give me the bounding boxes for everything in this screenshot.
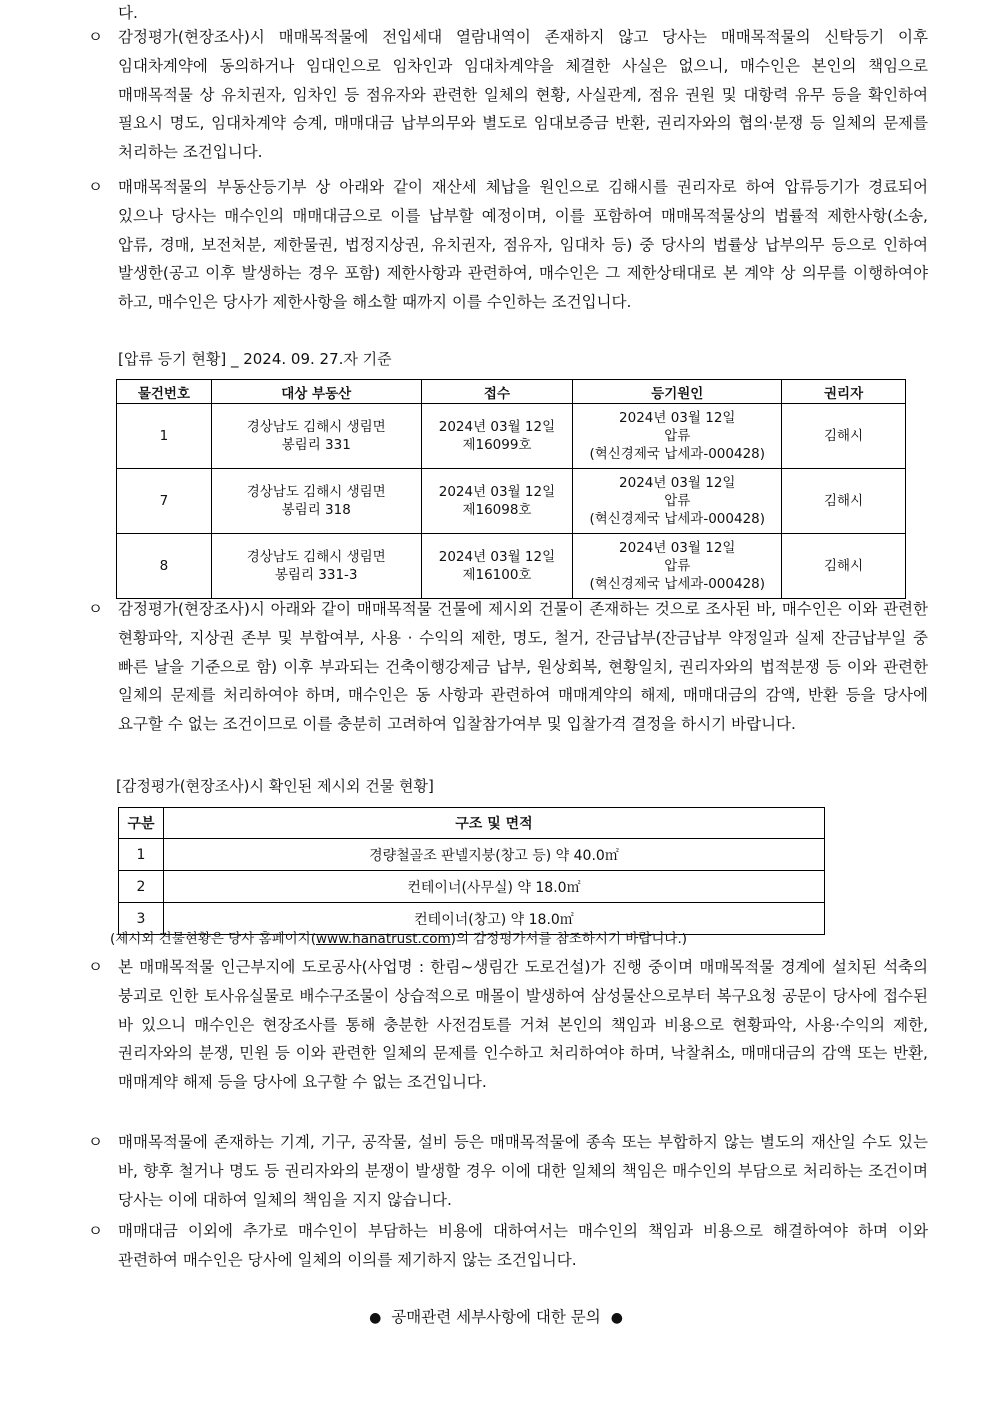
bullet-icon: ㅇ: [88, 178, 103, 196]
bullet-dot-icon: ●: [610, 1310, 623, 1326]
receipt-line: 2024년 03월 12일: [438, 549, 556, 565]
item-number: 8: [117, 534, 212, 599]
cause-line: 2024년 03월 12일: [619, 410, 736, 426]
column-header: 물건번호: [117, 380, 212, 404]
column-header: 대상 부동산: [211, 380, 421, 404]
paragraph-text: 감정평가(현장조사)시 아래와 같이 매매목적물 건물에 제시외 건물이 존재하는 것으로 조사된 바, 매수인은 이와 관련한 현황파악, 지상권 존부 및 부합여부, 사용 · 수익의 제한, 명도, 철거, 잔금납부(잔금납부 약정일과 실제 잔금납부일 중 빠른 날을 기준으로 함) 이후 부과되는 건축이행강제금 납부, 원상회복, 현황일치, 권리자와의 법적분쟁 등 이와 관련한 일체의 문제를 처리하여야 하며, 매수인은 동 사항과 관련하여 매매계약의 해제, 매매대금의 감액, 반환 등을 당사에 요구할 수 없는 조건이므로 이를 충분히 고려하여 입찰참가여부 및 입찰가격 결정을 하시기 바랍니다.: [118, 600, 928, 734]
cause-line: 압류: [664, 558, 691, 574]
homepage-link[interactable]: www.hanatrust.com: [315, 931, 451, 947]
structure-area: 컨테이너(창고) 약 18.0㎡: [163, 903, 824, 935]
cause-line: 압류: [664, 428, 691, 444]
receipt-line: 2024년 03월 12일: [438, 484, 556, 500]
property-line: 경상남도 김해시 생림면: [246, 484, 386, 500]
cause-cell: [573, 534, 782, 599]
paragraph-seizure: [88, 173, 928, 317]
paragraph-text: 매매목적물에 존재하는 기계, 기구, 공작물, 설비 등은 매매목적물에 종속 또는 부합하지 않는 별도의 재산일 수도 있는 바, 향후 철거나 명도 등 권리자와의 분쟁이 발생할 경우 이에 대한 일체의 책임은 매수인의 부담으로 처리하는 조건이며 당사는 이에 대하여 일체의 책임을 지지 않습니다.: [118, 1133, 928, 1209]
column-header: 구조 및 면적: [163, 808, 824, 839]
holder-cell: 김해시: [782, 534, 906, 599]
receipt-line: 2024년 03월 12일: [438, 419, 556, 435]
property-line: 봉림리 331: [281, 437, 351, 453]
seizure-table: [116, 379, 906, 599]
row-number: 3: [119, 903, 164, 935]
property-line: 봉림리 318: [281, 502, 351, 518]
paragraph-equipment: [88, 1128, 928, 1214]
row-number: 1: [119, 839, 164, 871]
table-row: [117, 469, 906, 534]
receipt-cell: [421, 469, 573, 534]
homepage-note: [110, 929, 687, 949]
inquiry-heading: [0, 1305, 992, 1327]
structure-area: 컨테이너(사무실) 약 18.0㎡: [163, 871, 824, 903]
column-header: 등기원인: [573, 380, 782, 404]
cause-line: (혁신경제국 납세과-000428): [589, 446, 766, 462]
paragraph-text: 매매목적물의 부동산등기부 상 아래와 같이 재산세 체납을 원인으로 김해시를 권리자로 하여 압류등기가 경료되어 있으나 당사는 매수인의 매매대금으로 이를 납부할 예정이며, 이를 포함하여 매매목적물상의 법률적 제한사항(소송, 압류, 경매, 보전처분, 제한물권, 법정지상권, 유치권자, 점유자, 임대차 등) 중 당사의 법률상 납부의무 등으로 인하여 발생한(공고 이후 발생하는 경우 포함) 제한사항과 관련하여, 매수인은 그 제한상태대로 본 계약 상 의무를 이행하여야 하고, 매수인은 당사가 제한사항을 해소할 때까지 이를 수인하는 조건입니다.: [118, 178, 928, 312]
column-header: 접수: [421, 380, 573, 404]
table-row: [117, 404, 906, 469]
paragraph-additional-costs: [88, 1217, 928, 1275]
table-header-row: [117, 380, 906, 404]
cause-line: 2024년 03월 12일: [619, 475, 736, 491]
note-text-after: )의 감정평가서를 참조하시기 바랍니다.): [450, 931, 688, 947]
table-row: [117, 534, 906, 599]
bullet-icon: ㅇ: [88, 1222, 103, 1240]
bullet-icon: ㅇ: [88, 1133, 103, 1151]
holder-cell: 김해시: [782, 469, 906, 534]
item-number: 7: [117, 469, 212, 534]
property-line: 봉림리 331-3: [274, 567, 358, 583]
paragraph-text: 매매대금 이외에 추가로 매수인이 부담하는 비용에 대하여서는 매수인의 책임과 비용으로 해결하여야 하며 이와 관련하여 매수인은 당사에 일체의 이의를 제기하지 않는 조건입니다.: [118, 1222, 928, 1269]
paragraph-extra-building: [88, 595, 928, 739]
bullet-icon: ㅇ: [88, 600, 103, 618]
paragraph-road-construction: [88, 953, 928, 1097]
holder-cell: 김해시: [782, 404, 906, 469]
cause-line: (혁신경제국 납세과-000428): [589, 511, 766, 527]
property-cell: [211, 469, 421, 534]
paragraph-text: 감정평가(현장조사)시 매매목적물에 전입세대 열람내역이 존재하지 않고 당사는 매매목적물의 신탁등기 이후 임대차계약에 동의하거나 임대인으로 임차인과 임대차계약을 체결한 사실은 없으니, 매수인은 본인의 책임으로 매매목적물 상 유치권자, 임차인 등 점유자와 관련한 일체의 현황, 사실관계, 점유 권원 및 대항력 유무 등을 확인하여 필요시 명도, 임대차계약 승계, 매매대금 납부의무와 별도로 임대보증금 반환, 권리자와의 협의·분쟁 등 일체의 문제를 처리하는 조건입니다.: [118, 28, 928, 162]
bullet-dot-icon: ●: [369, 1310, 382, 1326]
receipt-line: 제16100호: [462, 567, 532, 583]
receipt-line: 제16098호: [462, 502, 532, 518]
inquiry-heading-text: 공매관련 세부사항에 대한 문의: [391, 1308, 601, 1326]
cause-line: 2024년 03월 12일: [619, 540, 736, 556]
property-line: 경상남도 김해시 생림면: [246, 549, 386, 565]
receipt-cell: [421, 404, 573, 469]
row-number: 2: [119, 871, 164, 903]
building-caption: [감정평가(현장조사)시 확인된 제시외 건물 현황]: [116, 777, 434, 795]
paragraph-text: 본 매매목적물 인근부지에 도로공사(사업명 : 한림~생림간 도로건설)가 진행 중이며 매매목적물 경계에 설치된 석축의 붕괴로 인한 토사유실물로 배수구조물이 상습적으로 매몰이 발생하여 삼성물산으로부터 복구요청 공문이 당사에 접수된 바 있으니 매수인은 현장조사를 통해 충분한 사전검토를 거쳐 본인의 책임과 비용으로 현황파악, 사용·수익의 제한, 권리자와의 분쟁, 민원 등 이와 관련한 일체의 문제를 인수하고 처리하여야 하며, 낙찰취소, 매매대금의 감액 또는 반환, 매매계약 해제 등을 당사에 요구할 수 없는 조건입니다.: [118, 958, 928, 1092]
cause-cell: [573, 469, 782, 534]
seizure-caption: [압류 등기 현황] _ 2024. 09. 27.자 기준: [118, 350, 392, 368]
receipt-cell: [421, 534, 573, 599]
paragraph-tenant: [88, 23, 928, 167]
lead-text: 다.: [118, 4, 138, 22]
structure-area: 경량철골조 판넬지붕(창고 등) 약 40.0㎡: [163, 839, 824, 871]
table-row: [119, 839, 825, 871]
property-line: 경상남도 김해시 생림면: [246, 419, 386, 435]
table-header-row: [119, 808, 825, 839]
receipt-line: 제16099호: [462, 437, 532, 453]
item-number: 1: [117, 404, 212, 469]
cause-cell: [573, 404, 782, 469]
cause-line: 압류: [664, 493, 691, 509]
property-cell: [211, 534, 421, 599]
cause-line: (혁신경제국 납세과-000428): [589, 576, 766, 592]
note-text-before: (제시외 건물현황은 당사 홈페이지(: [110, 931, 316, 947]
bullet-icon: ㅇ: [88, 28, 103, 46]
bullet-icon: ㅇ: [88, 958, 103, 976]
column-header: 구분: [119, 808, 164, 839]
building-table: [118, 807, 825, 935]
property-cell: [211, 404, 421, 469]
table-row: [119, 871, 825, 903]
column-header: 권리자: [782, 380, 906, 404]
